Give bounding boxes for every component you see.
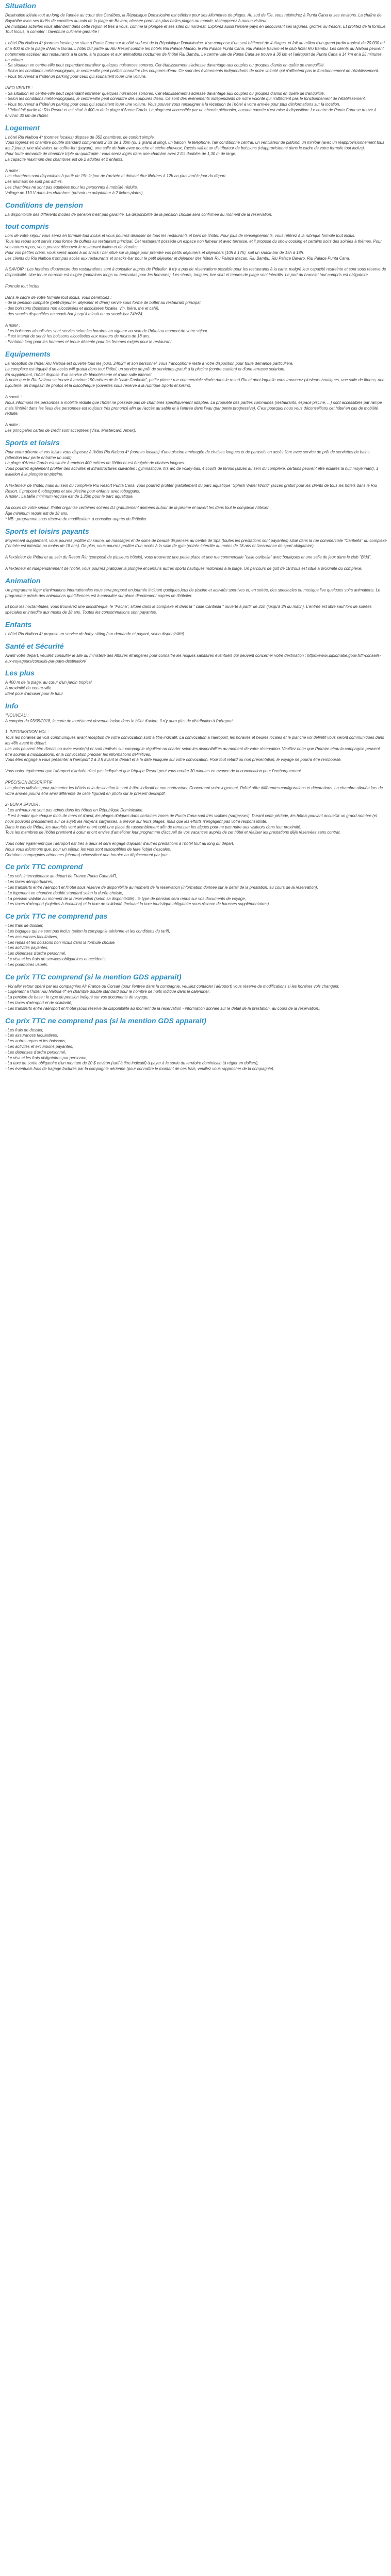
paragraph: "NOUVEAU : bbox=[5, 713, 29, 718]
paragraph: - Les taxes d'aéroport (sujettes à évolution) et la taxe de solidarité (incluant la taxe touristique obligatoire sous réserve de hausses supplémentaires). bbox=[5, 902, 270, 907]
section-title: Ce prix TTC ne comprend pas (si la mention GDS apparait) bbox=[5, 1016, 206, 1025]
paragraph: A 400 m de la plage, au cœur d'un jardin tropical bbox=[5, 680, 92, 685]
section bbox=[5, 642, 387, 665]
paragraph: Vous noter également que l'aéroport d'arrivée n'est pas indiqué et que l'équipe Resort peut vous rendre 30 minutes en avance de la convocation pour l'embarquement. bbox=[5, 769, 302, 774]
paragraph: Vous pourrez également profiter des activités et infrastructures suivantes : gymnastique, tirs arc de volley-ball, 4 courts de tennis (situés au sein du complexe, certains peuvent être éclairés la nuit moyennant), 1 initiation à la plongée en piscine. bbox=[5, 466, 379, 477]
paragraph-spacer bbox=[5, 163, 387, 168]
paragraph-spacer bbox=[5, 278, 387, 284]
section bbox=[5, 222, 387, 345]
section-title: Les plus bbox=[5, 669, 35, 677]
paragraph: L'hôtel Riu Naiboa 4* (normes locales) se situe à Punta Cana sur le côté sud-est de la République Dominicaine. Il se compose d'un seul bâtiment de 4 étages, et fait au milieu d'un grand jardin tropical de 20.000 m² et à 400 m de la plage d'Arena Gorda. L'hôtel fait partie du Riu Resort comme les hôtels Riu Palace Macao, le Riu Palace Punta Cana, Riu Palace Bavaro et le club hôtel Riu Bambu. Les clients du Naiboa peuvent notamment accéder aux restaurants à la carte, à la piscine et aux animations nocturnes de l'hôtel Riu Bambu. Le centre-ville de Punta Cana se trouve à 30 km et l'aéroport de Punta Cana à 14 km et à 25 minutes en voiture. bbox=[5, 41, 385, 62]
section-title: tout compris bbox=[5, 222, 49, 231]
paragraph: - des snacks disponibles en snack-bar jusqu'à minuit ou au snack-bar 24h/24. bbox=[5, 312, 144, 317]
paragraph: - Logement à l'hôtel Riu Naiboa 4* en chambre double standard pour le nombre de nuits indiqué dans le calendrier, bbox=[5, 989, 210, 994]
paragraph-spacer bbox=[5, 763, 387, 769]
paragraph: Tous les repas sont servis sous forme de buffets au restaurant principal. Cet restaurant possède un espace non fumeur et avec terrasse, et il propose du show cooking et certains soirs des soirées à thèmes. Pour vos autres repas, vous pouvez découvrir le restaurant italien et de viandes. bbox=[5, 239, 382, 249]
paragraph: Lors de votre séjour vous serez en formule tout inclus et vous pourrez disposer de tous les restaurants et bars de l'hôtel. Pour plus de renseignements, vous référez à la rubrique formule tout inclus. bbox=[5, 233, 355, 239]
paragraph-spacer bbox=[5, 724, 387, 730]
section-title: Ce prix TTC ne comprend pas bbox=[5, 912, 108, 921]
paragraph: Âge minimum requis est de 18 ans. bbox=[5, 511, 69, 516]
paragraph: A compter du 03/05/2018, la carte de touriste est devenue inclue dans le billet d'avion. Il n'y aura plus de distribution à l'aéroport. bbox=[5, 718, 234, 723]
section bbox=[5, 702, 387, 858]
paragraph: - Les taxes d'aéroport et de solidarité, bbox=[5, 1001, 73, 1006]
paragraph: Certaines compagnies aériennes (charter) nécessitent une horaire au déplacement par jour. bbox=[5, 852, 169, 857]
paragraph: - Le visa et les frais de services obligatoires et accidents, bbox=[5, 957, 107, 962]
paragraph: Vous logerez en chambre double standard comprenant 2 lits de 1,30m (ou 1 grand lit king), un balcon, le téléphone, l'air conditionné central, un ventilateur de plafond, un minibar (avec un réapprovisionnement tous les 2 jours), une télévision, un coffre-fort (payant), une salle de bain avec douche et sèche-cheveux, l'accès wifi et un distributeur de boissons (réapprovisionné dans le cadre de votre formule tout inclus). bbox=[5, 140, 384, 151]
paragraph: - Sa situation en centre-ville peut cependant entraîner quelques nuisances sonores. Cet établissement s'adresse davantage aux couples ou groupes d'amis en quête de tranquillité. bbox=[5, 63, 325, 68]
paragraph: - Les assurances facultatives, bbox=[5, 934, 58, 939]
paragraph: Au cours de votre séjour, l'hôtel organise certaines soirées DJ gratuitement animées autour de la piscine et ouvert les dans tout le complexe hôtelier. bbox=[5, 505, 270, 511]
paragraph: Idéal pour s'amuser pour le futur bbox=[5, 691, 63, 696]
paragraph: En supplément, l'hôtel dispose d'un service de blanchisserie et d'une salle internet. bbox=[5, 372, 153, 377]
paragraph: - des boissons (boissons non alcoolisées et alcoolisées locales, vin, bière, thé et café), bbox=[5, 306, 160, 311]
section-title: Sports et loisirs bbox=[5, 438, 60, 447]
paragraph: INFO VERITE : bbox=[5, 85, 33, 90]
paragraph: - La taxe de sortie obligatoire d'un montant de 20 $ environ (tarif à titre indicatif) à payer à la sortie du territoire dominicain (à régler en dollars), bbox=[5, 1061, 259, 1066]
paragraph: Les chambres ne sont pas équipées pour les personnes à mobilité réduite. bbox=[5, 184, 138, 190]
paragraph: * NB : programme sous réserve de modification, à consulter auprès de l'hôtelier. bbox=[5, 516, 148, 521]
paragraph: Pour votre détente et vos loisirs vous disposez à l'hôtel Riu Naiboa 4* (normes locales) d'une piscine aménagée de chaises longues et de parasols en accès libre avec service de prêt de serviettes de bains (attention leur perte entraîne un coût). bbox=[5, 449, 370, 460]
paragraph: A savoir : bbox=[5, 395, 22, 400]
paragraph: - Les transferts entre l'aéroport et l'hôtel (sous réserve de disponibilité au moment de la réservation - information donnée sur le détail de la prestation, au cours de la réservation). bbox=[5, 1006, 321, 1011]
paragraph: - L'hôtel fait partie du Riu Resort et est situé à 400 m de la plage d'Arena Gorda. La plage est accessible par un chemin piétonnier, aucune navette n'est mise à disposition. Le centre de Punta Cana se trouve à environ 30 km de l'hôtel. bbox=[5, 107, 377, 118]
paragraph: Formule tout inclus bbox=[5, 283, 39, 289]
paragraph-spacer bbox=[5, 80, 387, 86]
paragraph: - Selon les conditions météorologiques, le centre-ville peut connaître des coupures d'eau. Ce sont des événements indépendants de notre volonté qui n'affectent pas le fonctionnement de l'établissement. bbox=[5, 96, 366, 101]
paragraph: - Les taxes aéroportuaires, bbox=[5, 879, 53, 885]
section-title: Logement bbox=[5, 123, 40, 132]
paragraph: L'hôtel Riu Naiboa 4* propose un service de baby-sitting (sur demande et payant, selon disponibilité). bbox=[5, 631, 186, 636]
section bbox=[5, 438, 387, 522]
paragraph: Et pour les noctambules, vous trouverez une discothèque, le "Pacha", située dans le complexe et dans la " calle Caribella " ouverte à partir de 22h (jusqu'à 2h du matin). L'entrée est libre sauf lors de soirées spéciales et interdite aux moins de 18 ans. Toutes les consommations sont payantes. bbox=[5, 604, 372, 615]
paragraph: Avant votre départ, veuillez consulter le site du ministère des Affaires étrangères pour connaître les risques sanitaires éventuels qui peuvent concerner votre destination : https://www.diplomatie.gouv.fr/fr/conseils-aux-voyageurs/conseils-par-pays-destination/ bbox=[5, 653, 381, 664]
paragraph: A l'extérieur et indépendamment de l'hôtel, vous pourrez pratiquer la plongée et certains autres sports nautiques motorisés à la plage. Un parcours de golf de 18 trous est situé à proximité du complexe. bbox=[5, 566, 363, 571]
paragraph: - Les frais de dossier, bbox=[5, 1027, 44, 1032]
section-title: Equipements bbox=[5, 350, 51, 359]
paragraph: Vous noter également que l'aéroport est très à deux et sera engagé d'ajouter d'autres prestations à l'hôtel tout au long du départ. bbox=[5, 841, 234, 846]
paragraph-spacer bbox=[5, 549, 387, 555]
paragraph: Dans le cas de l'hôtel, les autorités vont aider et ont opté une place de rassemblement afin de ramasser les algues pour ne pas nuire aux visiteurs dans leur proximité. bbox=[5, 824, 302, 829]
paragraph: - Sa situation en centre-ville peut cependant entraîner quelques nuisances sonores. Cet établissement s'adresse davantage aux couples ou groupes d'amis en quête de tranquillité. bbox=[5, 91, 325, 96]
section bbox=[5, 577, 387, 616]
section-title: Info bbox=[5, 701, 19, 710]
paragraph-spacer bbox=[5, 599, 387, 604]
paragraph: Les chambres sont disponibles à partir de 15h le jour de l'arrivée et doivent être libérées à 12h au plus tard le jour du départ. bbox=[5, 174, 227, 179]
paragraph-spacer bbox=[5, 290, 387, 295]
paragraph: - La pension valable au moment de la réservation (selon sa disponibilité) : le type de pension sera repris sur vos documents de voyage, bbox=[5, 896, 246, 901]
paragraph: A noter : bbox=[5, 168, 21, 173]
paragraph: PRÉCISION DESCRIPTIF bbox=[5, 779, 53, 785]
paragraph: - Il est interdit de servir les boissons alcoolisées aux mineurs de moins de 18 ans. bbox=[5, 334, 151, 339]
paragraph-spacer bbox=[5, 261, 387, 267]
paragraph: - Il est à noter que chaque mois de mars et d'avril, les plages d'algues dans certaines zones de Punta Cana sont très visibles (sargasses). Durant cette période, les hôtels pouvant accueillir un grand nombre (et nous pouvons précisément sur ce sujet) les moyens sargasses, à prévoir sur leurs plages, mais que les efforts n'engagent pas votre responsabilité. bbox=[5, 813, 378, 824]
section-title: Situation bbox=[5, 2, 36, 10]
paragraph: A noter : bbox=[5, 422, 21, 428]
paragraph-spacer bbox=[5, 317, 387, 323]
section bbox=[5, 527, 387, 572]
section bbox=[5, 2, 387, 119]
paragraph: La réception de l'hôtel Riu Naiboa est ouverte tous les jours, 24h/24 et son personnel, vous francophone reste à votre disposition pour toute demande particulière. bbox=[5, 361, 294, 366]
paragraph: - Les dépenses d'ordre personnel, bbox=[5, 951, 67, 956]
paragraph: - Les dépenses d'ordre personnel, bbox=[5, 1049, 67, 1055]
paragraph: Les photos utilisées pour présenter les hôtels et la destination le sont à titre indicatif et non contractuel. Concernant votre logement, l'hôtel offre différentes configurations et décorations. La chambre allouée lors de votre arrivée pourra être ainsi différente de celle figurant en photo sur le présent descriptif. bbox=[5, 785, 383, 796]
section-title: Santé et Sécurité bbox=[5, 641, 64, 650]
paragraph: - Les pourboires usuels. bbox=[5, 962, 48, 967]
section bbox=[5, 620, 387, 637]
paragraph: 2- BON A SAVOIR : bbox=[5, 802, 41, 807]
paragraph: Destination idéale tout au long de l'année au cœur des Caraïbes, la République Dominicaine est célèbre pour ses kilomètres de plages. Au sud de l'île, vous rejoindrez à Punta Cana et ses environs. La chaîne de Bayahibe avec ses forêts de cocotiers au coin de la plage de Bavaro, classée parmi les plus belles plages au monde, réchapperez à aucun visiteur. bbox=[5, 13, 382, 23]
paragraph-spacer bbox=[5, 561, 387, 566]
paragraph-spacer bbox=[5, 417, 387, 422]
section-title: Ce prix TTC comprend (si la mention GDS apparait) bbox=[5, 972, 182, 981]
paragraph: - de la pension complète (petit-déjeuner, déjeuner et dîner) servie sous forme de buffet au restaurant principal. bbox=[5, 300, 202, 306]
section bbox=[5, 124, 387, 196]
paragraph: Les vols peuvent être directs ou avec escale(s) et sont réalisés sur compagnie régulière ou charter selon les disponibilités au moment de votre réservation. Veuillez noter que l'horaire et/ou la compagnie peuvent être soumis à modifications, et la convocation préciser les informations définitives. bbox=[5, 746, 380, 757]
paragraph: A noter : La taille minimum requise est de 1,20m pour le parc aquatique. bbox=[5, 494, 134, 499]
paragraph: La plage d'Arena Gorda est située à environ 400 mètres de l'hôtel et est équipée de chaises longues. bbox=[5, 461, 185, 466]
paragraph: - Vous trouverez à l'hôtel un parking pour ceux qui souhaitent louer une voiture. bbox=[5, 74, 146, 79]
paragraph: - Les activités et excursions payantes, bbox=[5, 1044, 73, 1049]
section bbox=[5, 973, 387, 1012]
paragraph-spacer bbox=[5, 35, 387, 41]
paragraph: La capacité maximum des chambres est de 2 adultes et 2 enfants. bbox=[5, 157, 124, 162]
paragraph: Pour vos petites creux, vous serez accès à un snack / bar situé sur la plage pour prendre vos petits déjeuners et déjeuners (10h à 17h), soit un snack-bar de 15h à 18h. bbox=[5, 250, 304, 255]
paragraph: Moyennant supplément, vous pourrez profiter du sauna, de massages et de soins de beauté dispensés au centre de Spa (toutes les prestations sont payantes) situé dans la rue commerciale "Caribella" du complexe (l'entrée est interdite au moins de 18 ans). De plus, vous pourrez profiter d'un accès à la salle de gym (entrée interdite au moins de 18 ans et l'assurance de sport obligatoire). bbox=[5, 538, 387, 549]
section-title: Enfants bbox=[5, 620, 32, 629]
paragraph: Tous les membres de l'hôtel prennent à cœur et ont envies d'améliorer leur programme d'accueil de vos vacances auprès de cet hôtel et réaliser les prestations déjà réservées sans contrat. bbox=[5, 830, 341, 835]
paragraph: - Les bagages qui ne sont pas inclus (selon la compagnie aérienne et les conditions du tarif), bbox=[5, 929, 170, 934]
paragraph: - Les autres repas et les boissons, bbox=[5, 1039, 67, 1044]
paragraph: Un programme léger d'animations internationales vous sera proposé en journée incluant quelques jeux de piscine et activités sportives et, en soirée, des spectacles ou musique live quelques soirs animations. Le programme précis des animations quotidiennes est à consulter sur place directement auprès de l'hôtelier. bbox=[5, 587, 381, 598]
section bbox=[5, 862, 387, 907]
paragraph: Tous les horaires de vols communiqués avant réception de votre convocation sont à titre indicatif. La convocation à l'aéroport, les horaires et heures locales et le planche vol définitif vous seront communiqués dans les 48h avant le départ. bbox=[5, 735, 384, 745]
paragraph: L'hôtel Riu Naiboa 4* (normes locales) dispose de 362 chambres, de confort simple. bbox=[5, 134, 155, 140]
paragraph: - Les repas et les boissons non inclus dans la formule choisie, bbox=[5, 940, 116, 945]
paragraph: Le complexe est équipé d'un accès wifi gratuit dans tout l'hôtel, un service de prêt de serviettes gratuit à la piscine (contre caution) et d'une terrasse solarium. bbox=[5, 366, 286, 371]
paragraph-spacer bbox=[5, 796, 387, 802]
paragraph: A SAVOIR : Les horaires d'ouverture des restaurations sont à consulter auprès de l'hôtelier. Il n'y a pas de réservations possible pour les restaurants à la carte, malgré leur capacité restreinte et sont sous réserve de disponibilité. Une tenue correcte est exigée (pantalons longs ou bermudas pour les hommes). Les shorts, tongues, bar shirt et tenues de plage sont interdits. Le port du bracelet tout compris est obligatoire. bbox=[5, 267, 386, 278]
paragraph: A l'extérieur de l'hôtel, mais au sein du complexe Riu Resort Punta Cana, vous pourrez profiter gratuitement du parc aquatique "Splash Water World" (accès gratuit pour les clients de tous les hôtels dans le Riu Resort. Il propose 6 toboggans et une piscine pour enfants avec toboggans. bbox=[5, 483, 377, 494]
paragraph: Nous vous informons que, pour un séjour, les vols sont susceptibles de faire l'objet d'escales. bbox=[5, 846, 171, 852]
paragraph-spacer bbox=[5, 774, 387, 780]
paragraph: - Vous trouverez à l'hôtel un parking pour ceux qui souhaitent louer une voiture. Vous pouvez vous renseigner à la réception de l'hôtel à votre arrivée pour plus d'informations sur la location. bbox=[5, 102, 340, 107]
section bbox=[5, 912, 387, 968]
paragraph: Les clients du Riu Naiboa n'ont pas accès aux restaurants et snacks-bar pour le petit déjeuner et déjeuner des hôtels Riu Palace Macao, Riu Bambu, Riu Palace Bavaro, Riu Palace Punta Cana. bbox=[5, 256, 350, 261]
paragraph: - Vol aller retour opéré par les compagnies Air France ou Corsair (pour l'entrée dans la compagnie, veuillez contacter l'aéroport) vous réserve de modifications si les horaires vols changent, bbox=[5, 984, 340, 989]
paragraph: Voltage de 110 V dans les chambres (prévoir un adaptateur à 2 fiches plates). bbox=[5, 190, 144, 195]
paragraph: - Les vols internationaux au départ de France Punta Cana A/R, bbox=[5, 874, 118, 879]
paragraph-spacer bbox=[5, 389, 387, 395]
paragraph-spacer bbox=[5, 478, 387, 483]
paragraph: - Les activités payantes, bbox=[5, 945, 48, 951]
paragraph: Les animaux ne sont pas admis. bbox=[5, 179, 63, 184]
section bbox=[5, 201, 387, 218]
paragraph: - Selon les conditions météorologiques, le centre-ville peut parfois connaître des coupures d'eau. Ce sont des événements indépendants de notre volonté qui n'affectent pas le fonctionnement de l'établissement. bbox=[5, 69, 379, 74]
paragraph: A l'extérieur de l'hôtel et au sein du Resort Riu (composé de plusieurs hôtels), vous trouverez une petite place et une rue commerciale "calle caribella" avec boutiques et une salle de jeux dans le club "Bidá". bbox=[5, 555, 372, 560]
paragraph: - Les frais de dossier, bbox=[5, 923, 44, 928]
section bbox=[5, 669, 387, 697]
section bbox=[5, 350, 387, 434]
paragraph: - Le logement en chambre double standard selon la durée choisie, bbox=[5, 890, 123, 895]
paragraph: - Les assurances facultatives, bbox=[5, 1033, 58, 1038]
paragraph: Vous êtes engagé à vous présenter à l'aéroport 2 à 3 h avant le départ et à la date indiquée sur votre convocation. Pour tout retard ou non présentation, le voyage ne pourra être remboursé. bbox=[5, 757, 342, 762]
paragraph: - Les animaux ne sont pas admis dans les hôtels en République Dominicaine. bbox=[5, 808, 144, 813]
paragraph: 1. INFORMATION VOL : bbox=[5, 730, 49, 735]
paragraph: - La pension de base : le type de pension indiqué sur vos documents de voyage, bbox=[5, 995, 149, 1000]
paragraph: A noter : bbox=[5, 323, 21, 328]
paragraph: À noter que le Riu Naiboa se trouve à environ 150 mètres de la "calle Caribella", petite place / rue commerciale située dans le resort Riu et dont laquelle vous trouverez plusieurs boutiques, une salle de fitness, une bijouterie, un magasin de photos et la discothèque (ouvertes sous réserve à la rubrique Sports et loisirs). bbox=[5, 378, 385, 388]
paragraph: - Le visa et les frais obligatoires par personne, bbox=[5, 1055, 88, 1060]
section bbox=[5, 1016, 387, 1072]
paragraph: - Les éventuels frais de bagage facturés par la compagnie aérienne (pour connaître le montant de ces frais, veuillez vous rapprocher de la compagnie). bbox=[5, 1066, 274, 1072]
section-title: Sports et loisirs payants bbox=[5, 527, 89, 535]
paragraph: La disponibilité des différents modes de pension n'est pas garantie. La disponibilité de la pension choisie sera confirmée au moment de la réservation. bbox=[5, 212, 272, 217]
document bbox=[0, 2, 391, 1072]
paragraph: Nous informons les personnes à mobilité réduite que l'hôtel ne possède pas de chambres spécifiquement adaptée. La propriété des parties communes (restaurants, espace piscine, ...) sont accessibles par rampe mais l'intérêt dans les lieux des personnes est toujours très prononcé afin de l'accès au sable et à l'entrée dans l'eau (par pente progressive). C'est pourquoi nous vous déconseillons cet hôtel en cas de mobilité réduite. bbox=[5, 400, 382, 416]
paragraph: Dans le cadre de votre formule tout inclus, vous bénéficiez : bbox=[5, 295, 112, 300]
paragraph: - Les boissons alcoolisées sont servies selon les horaires en vigueur au sein de l'hôtel au moment de votre séjour. bbox=[5, 328, 208, 333]
paragraph: - Les transferts entre l'aéroport et l'hôtel sous réserve de disponibilité au moment de la réservation (information donnée sur le détail de la prestation, au cours de la réservation), bbox=[5, 885, 318, 890]
paragraph: Pour toute demande de chambre triple ou quadruple : vous serez logés dans une chambre avec 2 lits doubles de 1,30 m de large. bbox=[5, 151, 237, 156]
paragraph: A proximité du centre-ville bbox=[5, 686, 52, 691]
paragraph-spacer bbox=[5, 836, 387, 841]
paragraph-spacer bbox=[5, 500, 387, 505]
section-title: Ce prix TTC comprend bbox=[5, 862, 83, 871]
paragraph: Les principales cartes de crédit sont acceptées (Visa, Mastercard, Amex). bbox=[5, 428, 136, 433]
section-title: Conditions de pension bbox=[5, 200, 83, 209]
paragraph: De multiples activités vous attendent dans cette région et très à vous, comme la plongée et ses sites du nord-est. Explorez aussi l'arrière-pays en découvrant ses lagunes, grottes ou trésors. Et profitez de la formule Tout Inclus, à compter : l'aventure culinaire garantie ! bbox=[5, 24, 386, 35]
paragraph: - Pantalon long pour les hommes et tenue décente pour les femmes exigés pour le restaurant. bbox=[5, 340, 173, 345]
section-title: Animation bbox=[5, 576, 41, 585]
